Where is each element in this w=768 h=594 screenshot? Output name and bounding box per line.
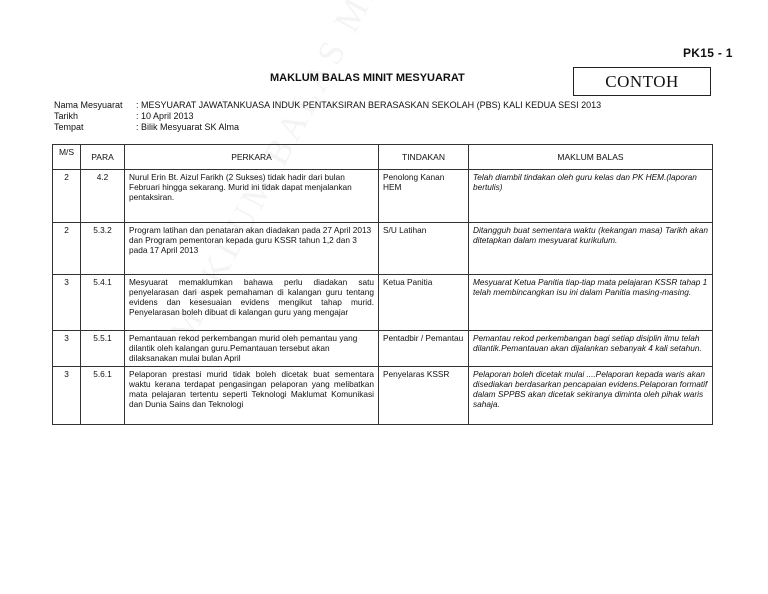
cell-maklum-balas: Mesyuarat Ketua Panitia tiap-tiap mata pelajaran KSSR tahap 1 telah membincangkan isu ini dalam Panitia masing-masing.: [469, 275, 713, 331]
table-row: [53, 367, 713, 425]
form-code: PK15 - 1: [683, 46, 733, 60]
header-tindakan: TINDAKAN: [379, 145, 469, 170]
cell-ms: 2: [53, 170, 81, 223]
meeting-venue-value: : Bilik Mesyuarat SK Alma: [136, 122, 240, 132]
cell-perkara: Nurul Erin Bt. Aizul Farikh (2 Sukses) tidak hadir dari bulan Februari hingga sekarang. Murid ini tidak dapat menjalankan pentaksiran.: [125, 170, 379, 223]
minutes-feedback-table: [52, 144, 713, 425]
cell-maklum-balas: Telah diambil tindakan oleh guru kelas dan PK HEM.(laporan bertulis): [469, 170, 713, 223]
table-row: [53, 331, 713, 367]
meeting-date-line: [54, 111, 194, 122]
cell-maklum-balas: Ditangguh buat sementara waktu (kekangan masa) Tarikh akan ditetapkan dalam mesyuarat kurikulum.: [469, 223, 713, 275]
cell-perkara: Program latihan dan penataran akan diadakan pada 27 April 2013 dan Program pementoran kepada guru KSSR tahun 1,2 dan 3 pada 17 April 2013: [125, 223, 379, 275]
cell-para: 5.6.1: [81, 367, 125, 425]
cell-maklum-balas: Pemantau rekod perkembangan bagi setiap disiplin ilmu telah dilantik.Pemantauan akan dijalankan sebanyak 4 kali setahun.: [469, 331, 713, 367]
table-row: [53, 170, 713, 223]
table-header-row: [53, 145, 713, 170]
meeting-name-label: Nama Mesyuarat: [54, 100, 123, 110]
document-title: MAKLUM BALAS MINIT MESYUARAT: [270, 72, 465, 84]
cell-ms: 3: [53, 331, 81, 367]
cell-perkara: Pelaporan prestasi murid tidak boleh dicetak buat sementara waktu kerana terdapat pengasingan pelaporan yang melibatkan mata pelajaran tertentu seperti Teknologi Maklumat Komunikasi dan Dunia Sains dan Teknologi: [125, 367, 379, 425]
header-ms: M/S: [53, 145, 81, 170]
meeting-name-line: [54, 100, 601, 111]
cell-para: 5.4.1: [81, 275, 125, 331]
cell-ms: 2: [53, 223, 81, 275]
cell-tindakan: Pentadbir / Pemantau: [379, 331, 469, 367]
cell-perkara: Mesyuarat memaklumkan bahawa perlu diadakan satu penyelarasan dari aspek pemahaman di kalangan guru tentang evidens dan kesesuaian evidens mengikut tahap murid. Penyelarasan boleh dibuat di kalangan guru yang mengajar: [125, 275, 379, 331]
meeting-date-label: Tarikh: [54, 111, 79, 121]
header-perkara: PERKARA: [125, 145, 379, 170]
cell-tindakan: Penolong Kanan HEM: [379, 170, 469, 223]
cell-tindakan: S/U Latihan: [379, 223, 469, 275]
cell-maklum-balas: Pelaporan boleh dicetak mulai ....Pelaporan kepada waris akan disediakan berdasarkan pencapaian evidens.Pelaporan formatif dalam SPPBS akan dicetak sekiranya diminta oleh pihak waris sahaja.: [469, 367, 713, 425]
cell-para: 4.2: [81, 170, 125, 223]
meeting-venue-label: Tempat: [54, 122, 84, 132]
sample-stamp: CONTOH: [573, 67, 711, 96]
cell-para: 5.5.1: [81, 331, 125, 367]
header-maklum-balas: MAKLUM BALAS: [469, 145, 713, 170]
cell-tindakan: Penyelaras KSSR: [379, 367, 469, 425]
meeting-date-value: : 10 April 2013: [136, 111, 194, 121]
cell-ms: 3: [53, 275, 81, 331]
meeting-name-value: : MESYUARAT JAWATANKUASA INDUK PENTAKSIRAN BERASASKAN SEKOLAH (PBS) KALI KEDUA SESI 2013: [136, 100, 602, 110]
table-row: [53, 275, 713, 331]
header-para: PARA: [81, 145, 125, 170]
meeting-venue-line: [54, 122, 239, 133]
cell-tindakan: Ketua Panitia: [379, 275, 469, 331]
cell-para: 5.3.2: [81, 223, 125, 275]
cell-perkara: Pemantauan rekod perkembangan murid oleh pemantau yang dilantik oleh kalangan guru.Pemantauan tersebut akan dilaksanakan mulai bulan April: [125, 331, 379, 367]
cell-ms: 3: [53, 367, 81, 425]
table-row: [53, 223, 713, 275]
